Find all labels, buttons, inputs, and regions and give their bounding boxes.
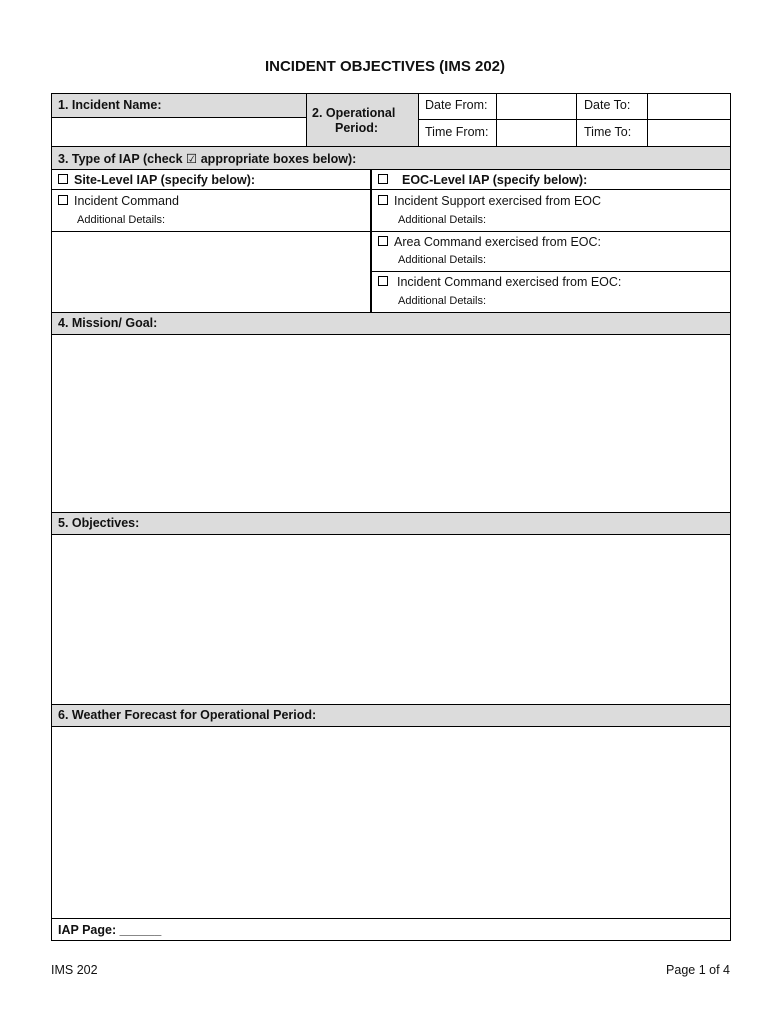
area-command-details: Additional Details:: [398, 254, 487, 266]
operational-period-label: 2. Operational: [312, 106, 396, 120]
area-command-label: Area Command exercised from EOC:: [394, 235, 602, 249]
site-level-checkbox[interactable]: [58, 173, 255, 187]
weather-forecast-label: 6. Weather Forecast for Operational Period:: [58, 708, 317, 722]
area-command-checkbox[interactable]: [378, 235, 601, 249]
weather-forecast-field[interactable]: [53, 727, 729, 918]
checkbox-icon: [378, 236, 388, 246]
form-id: IMS 202: [51, 963, 98, 977]
incident-command-checkbox[interactable]: [58, 194, 179, 208]
date-to-field[interactable]: [648, 94, 730, 119]
checkbox-icon: [378, 174, 388, 184]
incident-support-label: Incident Support exercised from EOC: [394, 194, 602, 208]
time-from-label: Time From:: [425, 125, 489, 139]
date-from-label: Date From:: [425, 98, 488, 112]
date-to-label: Date To:: [584, 98, 631, 112]
eoc-level-checkbox[interactable]: [378, 173, 587, 187]
eoc-level-label: EOC-Level IAP (specify below):: [402, 173, 588, 187]
eoc-incident-command-details: Additional Details:: [398, 295, 487, 307]
page-number: Page 1 of 4: [666, 963, 730, 977]
site-level-label: Site-Level IAP (specify below):: [74, 173, 256, 187]
date-from-field[interactable]: [497, 94, 576, 119]
operational-period-label-2: Period:: [335, 121, 379, 135]
site-additional-details: Additional Details:: [77, 214, 166, 226]
incident-name-label: 1. Incident Name:: [58, 98, 162, 112]
time-to-field[interactable]: [648, 120, 730, 146]
eoc-incident-command-label: Incident Command exercised from EOC:: [397, 275, 622, 289]
objectives-header: [52, 513, 730, 534]
checkbox-icon: [58, 174, 68, 184]
checkbox-icon: [58, 195, 68, 205]
objectives-label: 5. Objectives:: [58, 516, 140, 530]
operational-period-header: [307, 94, 418, 146]
incident-support-details: Additional Details:: [398, 214, 487, 226]
form-title: INCIDENT OBJECTIVES (IMS 202): [264, 58, 506, 75]
checkbox-icon: [378, 276, 388, 286]
eoc-incident-command-checkbox[interactable]: [378, 275, 621, 289]
iap-page-label: IAP Page: ______: [58, 923, 162, 937]
incident-name-field[interactable]: [53, 118, 305, 146]
mission-goal-field[interactable]: [53, 335, 729, 512]
site-details-field[interactable]: [53, 232, 369, 311]
time-to-label: Time To:: [584, 125, 632, 139]
time-from-field[interactable]: [497, 120, 576, 146]
objectives-field[interactable]: [53, 535, 729, 704]
mission-goal-label: 4. Mission/ Goal:: [58, 316, 158, 330]
type-of-iap-label: 3. Type of IAP (check ☑ appropriate boxes below):: [58, 152, 357, 166]
incident-command-label: Incident Command: [74, 194, 179, 208]
incident-support-checkbox[interactable]: [378, 194, 601, 208]
checkbox-icon: [378, 195, 388, 205]
